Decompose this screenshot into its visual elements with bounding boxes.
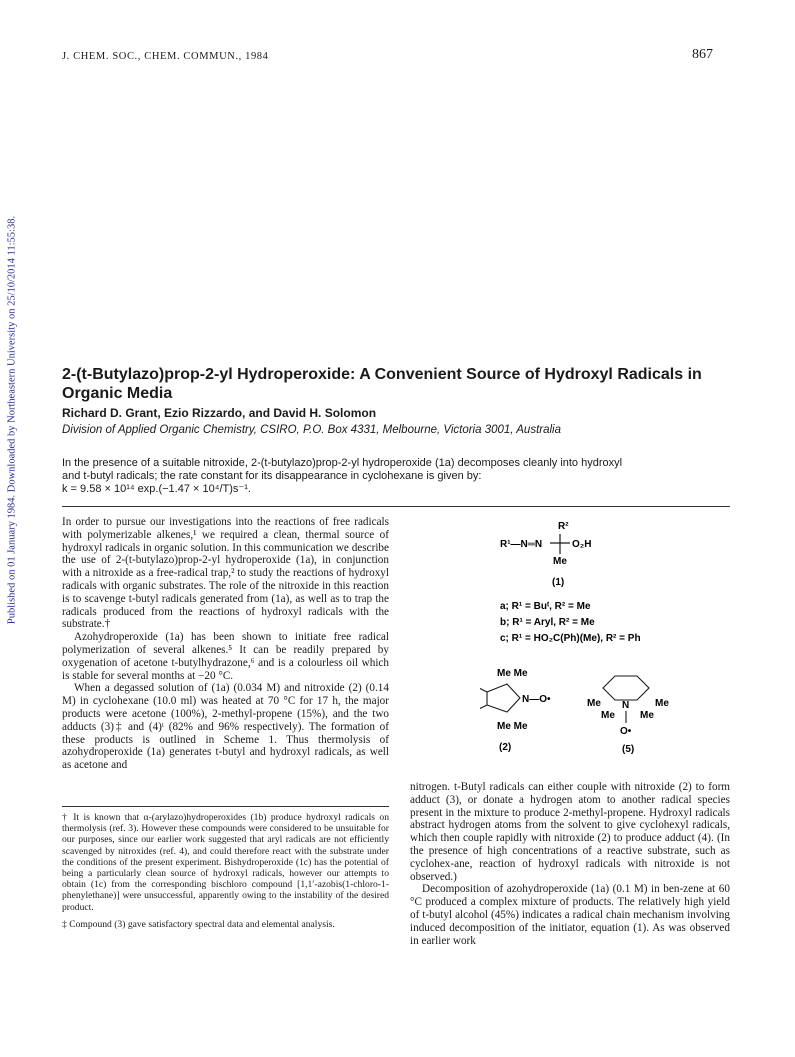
abstract-divider	[62, 506, 730, 507]
abstract-line: k = 9.58 × 10¹⁴ exp.(−1.47 × 10⁴/T)s⁻¹.	[62, 483, 251, 495]
compound5-me-left-outer: Me	[587, 698, 601, 709]
footnote: † It is known that α-(arylazo)hydroperoxides (1b) produce hydroxyl radicals on thermolysis (ref. 3). However these compounds were considered to be unsuitable for our purposes, since our earlier work suggested that aryl radicals are not efficiently scavenged by nitroxides (ref. 4), and could therefore react with the substrate under the conditions of the present experiment. Bishydroperoxide (1c) has the potential of being a particularly clean source of hydroxyl radicals, however our attempts to obtain (1c) from the corresponding bischloro compound [1,1′-azobis(1-chloro-1-phenylethane)] were unsuccessful, apparently owing to the instability of the desired product.	[62, 812, 389, 913]
footnote-divider	[62, 806, 389, 807]
compound5-o: O•	[620, 726, 632, 737]
formula1-r2: R²	[558, 521, 569, 532]
formula1-left: R¹—N═N	[500, 539, 543, 550]
compound5-me-right-inner: Me	[640, 710, 654, 721]
footnote: ‡ Compound (3) gave satisfactory spectral data and elemental analysis.	[62, 918, 335, 930]
body-paragraph: Azohydroperoxide (1a) has been shown to initiate free radical polymerization of several alkenes.⁵ It can be readily prepared by oxygenation of acetone t-butylhydrazone,⁶ and is a colourless oil which is stable for several months at −20 °C.	[62, 631, 389, 682]
variant-c: c; R¹ = HO₂C(Ph)(Me), R² = Ph	[500, 633, 641, 644]
formula1-label: (1)	[552, 577, 565, 588]
abstract	[62, 457, 730, 496]
compound5-me-right-outer: Me	[655, 698, 669, 709]
body-paragraph: In order to pursue our investigations into the reactions of free radicals with polymerizable alkenes,¹ we required a clean, thermal source of hydroxyl radicals in organic solution. In this communication we describe the use of 2-(t-butylazo)prop-2-yl hydroperoxide (1a), in conjunction with a nitroxide as a free-radical trap,² to study the reactions of hydroxyl radicals with organic substrates. The role of the nitroxide in this reaction is to scavenge t-butyl radicals generated from (1a), as well as to trap the radicals produced from the reactions of hydroxyl radicals with the substrate.†	[62, 516, 389, 631]
body-paragraph: nitrogen. t-Butyl radicals can either couple with nitroxide (2) to form adduct (3), or donate a hydrogen atom to another radical species present in the mixture to produce 2-methyl-propene. Hydroxyl radicals abstract hydrogen atoms from the solvent to give cyclohexyl radicals, which then couple rapidly with nitroxide (2) to produce adduct (4). (In the presence of high concentrations of a reactive substrate, such as cyclohex-ane, reaction of hydroxyl radicals with nitroxide is not observed.)	[410, 781, 730, 883]
abstract-line: and t-butyl radicals; the rate constant for its disappearance in cyclohexane is given by:	[62, 470, 482, 482]
download-watermark	[3, 190, 21, 650]
benzene-ring	[480, 686, 487, 711]
chemical-structures	[480, 516, 730, 771]
running-head: J. CHEM. SOC., CHEM. COMMUN., 1984	[62, 51, 269, 62]
abstract-line: In the presence of a suitable nitroxide, 2-(t-butylazo)prop-2-yl hydroperoxide (1a) decomposes cleanly into hydroxyl	[62, 457, 623, 469]
variant-a: a; R¹ = Buᵗ, R² = Me	[500, 601, 591, 612]
body-column-left	[62, 516, 389, 772]
piperidine-ring	[603, 676, 649, 700]
formula1-right: O₂H	[572, 539, 592, 550]
compound5-label: (5)	[622, 744, 635, 755]
body-paragraph: Decomposition of azohydroperoxide (1a) (0.1 M) in ben-zene at 60 °C produced a complex mixture of products. The relatively high yield of t-butyl alcohol (45%) indicates a radical chain mechanism involving induced decomposition of the initiator, equation (1). As was observed in earlier work	[410, 883, 730, 947]
article-affiliation: Division of Applied Organic Chemistry, CSIRO, P.O. Box 4331, Melbourne, Victoria 3001, Australia	[62, 424, 561, 436]
pyrroline-ring	[487, 684, 520, 712]
footnotes	[62, 812, 389, 933]
body-paragraph: When a degassed solution of (1a) (0.034 M) and nitroxide (2) (0.14 M) in cyclohexane (10.0 ml) was heated at 70 °C for 17 h, the major products were acetone (100%), 2-methyl-propene (15%), and the two adducts (3)‡ and (4)ᵗ (82% and 96% respectively). The formation of these products is outlined in Scheme 1. Thus thermolysis of azohydroperoxide (1a) generates t-butyl and hydroxyl radicals, as well as acetone and	[62, 682, 389, 772]
download-watermark-text: Published on 01 January 1984. Downloaded by Northeastern University on 25/10/2014 11:55:38.	[6, 215, 18, 625]
compound5-n: N	[622, 700, 630, 711]
page-number: 867	[692, 47, 713, 62]
compound5-me-left-inner: Me	[601, 710, 615, 721]
article-title: 2-(t-Butylazo)prop-2-yl Hydroperoxide: A Convenient Source of Hydroxyl Radicals in Organic Media	[62, 366, 702, 402]
compound2-label: (2)	[499, 742, 512, 753]
compound2-me-bottom: Me Me	[497, 721, 528, 732]
article-authors: Richard D. Grant, Ezio Rizzardo, and David H. Solomon	[62, 406, 377, 420]
variant-b: b; R¹ = Aryl, R² = Me	[500, 617, 595, 628]
compound2-n-o: N—O•	[522, 694, 551, 705]
formula1-me: Me	[553, 556, 567, 567]
body-column-right	[410, 781, 730, 947]
compound2-me-top: Me Me	[497, 668, 528, 679]
